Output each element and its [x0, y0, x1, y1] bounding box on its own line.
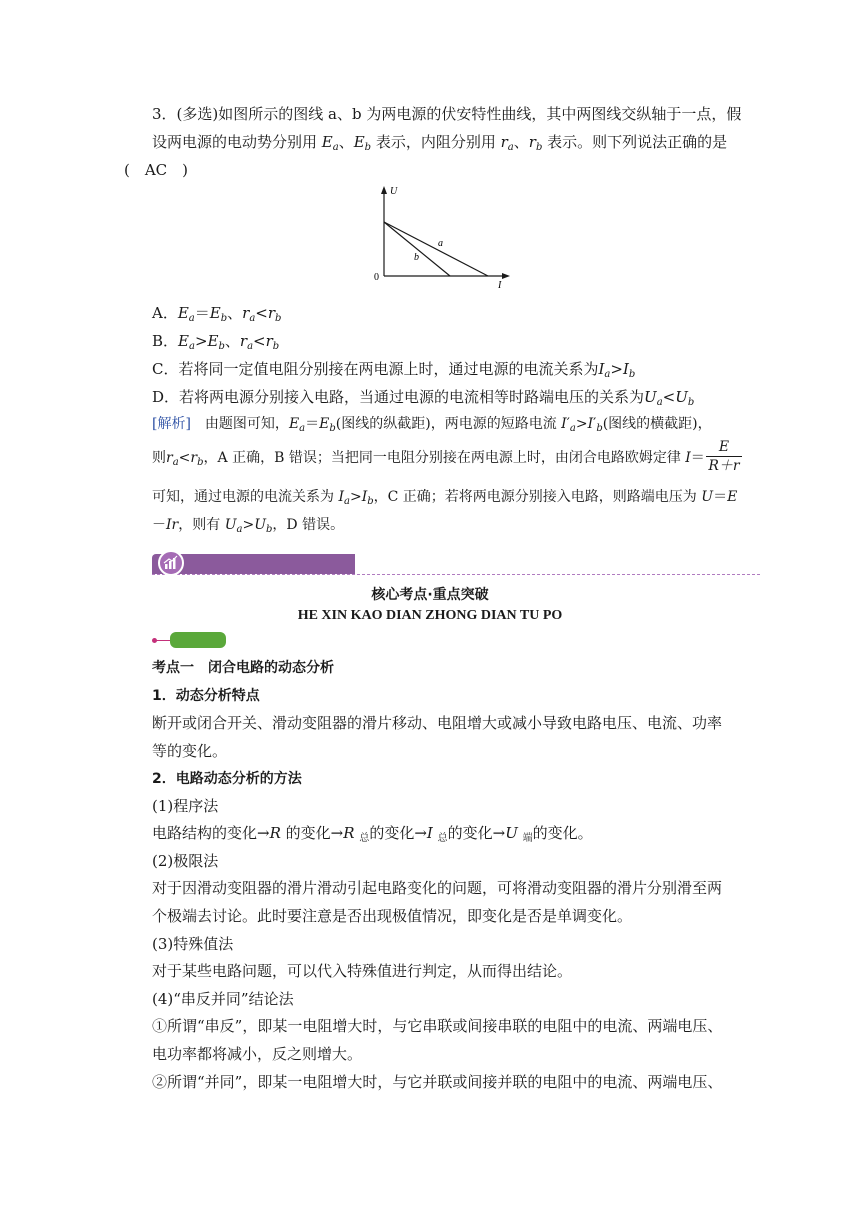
line-a — [384, 222, 488, 276]
method-4-heading: (4)“串反并同”结论法 — [152, 990, 294, 1008]
fraction-numerator: E — [718, 439, 730, 455]
option-c: C．若将同一定值电阻分别接在两电源上时，通过电源的电流关系为$I_a>I_b$ — [152, 360, 636, 380]
fraction-denominator: R＋r — [706, 456, 742, 475]
marker-pill — [170, 632, 226, 648]
method-1-text: 电路结构的变化→R 的变化→R $_总$的变化→I $_总$的变化→U $_端$的变化。 — [152, 824, 593, 844]
option-a: A．$E_a=E_b$、$r_a<r_b$ — [152, 304, 282, 324]
section-banner — [152, 550, 762, 580]
option-d: D．若将两电源分别接入电路，当通过电源的电流相等时路端电压的关系为$U_a<U_b$ — [152, 388, 695, 408]
analysis-line-1: [解析] 由题图可知，$E_a=E_b$(图线的纵截距)，两电源的短路电流 $I'_a>I'_b$(图线的横截距)， — [152, 416, 712, 434]
u-axis-label: U — [390, 186, 398, 197]
line-a-label: a — [438, 238, 443, 249]
section-1-heading: 1．动态分析特点 — [152, 688, 260, 704]
method-2-text-a: 对于因滑动变阻器的滑片滑动引起电路变化的问题，可将滑动变阻器的滑片分别滑至两 — [152, 879, 723, 897]
line-b-label: b — [414, 252, 419, 263]
analysis-line-3: 可知，通过电源的电流关系为 $I_a>I_b$，C 正确；若将两电源分别接入电路，则路端电压为 U＝E — [152, 489, 738, 507]
banner-divider — [152, 574, 760, 575]
u-i-graph — [370, 184, 520, 288]
question-answer: ( AC ) — [124, 161, 189, 179]
paragraph-1b: 等的变化。 — [152, 742, 228, 760]
method-2-heading: (2)极限法 — [152, 852, 219, 870]
chart-icon — [158, 550, 184, 576]
section-marker — [152, 632, 232, 648]
analysis-line-4: －Ir，则有 $U_a>U_b$，D 错误。 — [152, 517, 345, 535]
question-line-1: 3．(多选)如图所示的图线 a、b 为两电源的伏安特性曲线，其中两图线交纵轴于一点，假 — [152, 105, 742, 123]
kaodian-heading: 考点一 闭合电路的动态分析 — [152, 660, 334, 676]
i-axis-label: I — [498, 280, 502, 288]
analysis-tag: [解析] — [152, 416, 191, 432]
banner-title-cn: 核心考点·重点突破 — [371, 587, 489, 603]
paragraph-1a: 断开或闭合开关、滑动变阻器的滑片移动、电阻增大或减小导致电路电压、电流、功率 — [152, 714, 723, 732]
marker-line — [156, 640, 170, 641]
analysis-line-2: 则$r_a<r_b$，A 正确，B 错误；当把同一电阻分别接在两电源上时，由闭合电路欧姆定律 I＝ — [152, 450, 705, 468]
question-line-2: 设两电源的电动势分别用 $E_a$、$E_b$ 表示，内阻分别用 $r_a$、$r_b$ 表示。则下列说法正确的是 — [152, 133, 728, 153]
method-4-text-a: ①所谓“串反”，即某一电阻增大时，与它串联或间接串联的电阻中的电流、两端电压、 — [152, 1017, 723, 1035]
option-b: B．$E_a>E_b$、$r_a<r_b$ — [152, 332, 280, 352]
method-3-text: 对于某些电路问题，可以代入特殊值进行判定，从而得出结论。 — [152, 962, 573, 980]
method-1-heading: (1)程序法 — [152, 797, 219, 815]
method-3-heading: (3)特殊值法 — [152, 935, 234, 953]
method-2-text-b: 个极端去讨论。此时要注意是否出现极值情况，即变化是否是单调变化。 — [152, 907, 633, 925]
banner-title-en: HE XIN KAO DIAN ZHONG DIAN TU PO — [297, 608, 563, 623]
method-4-text-c: ②所谓“并同”，即某一电阻增大时，与它并联或间接并联的电阻中的电流、两端电压、 — [152, 1073, 723, 1091]
ohm-fraction — [706, 438, 742, 475]
line-b — [384, 222, 450, 276]
section-2-heading: 2．电路动态分析的方法 — [152, 771, 302, 787]
method-4-text-b: 电功率都将减小，反之则增大。 — [152, 1045, 363, 1063]
origin-label: 0 — [374, 272, 379, 283]
